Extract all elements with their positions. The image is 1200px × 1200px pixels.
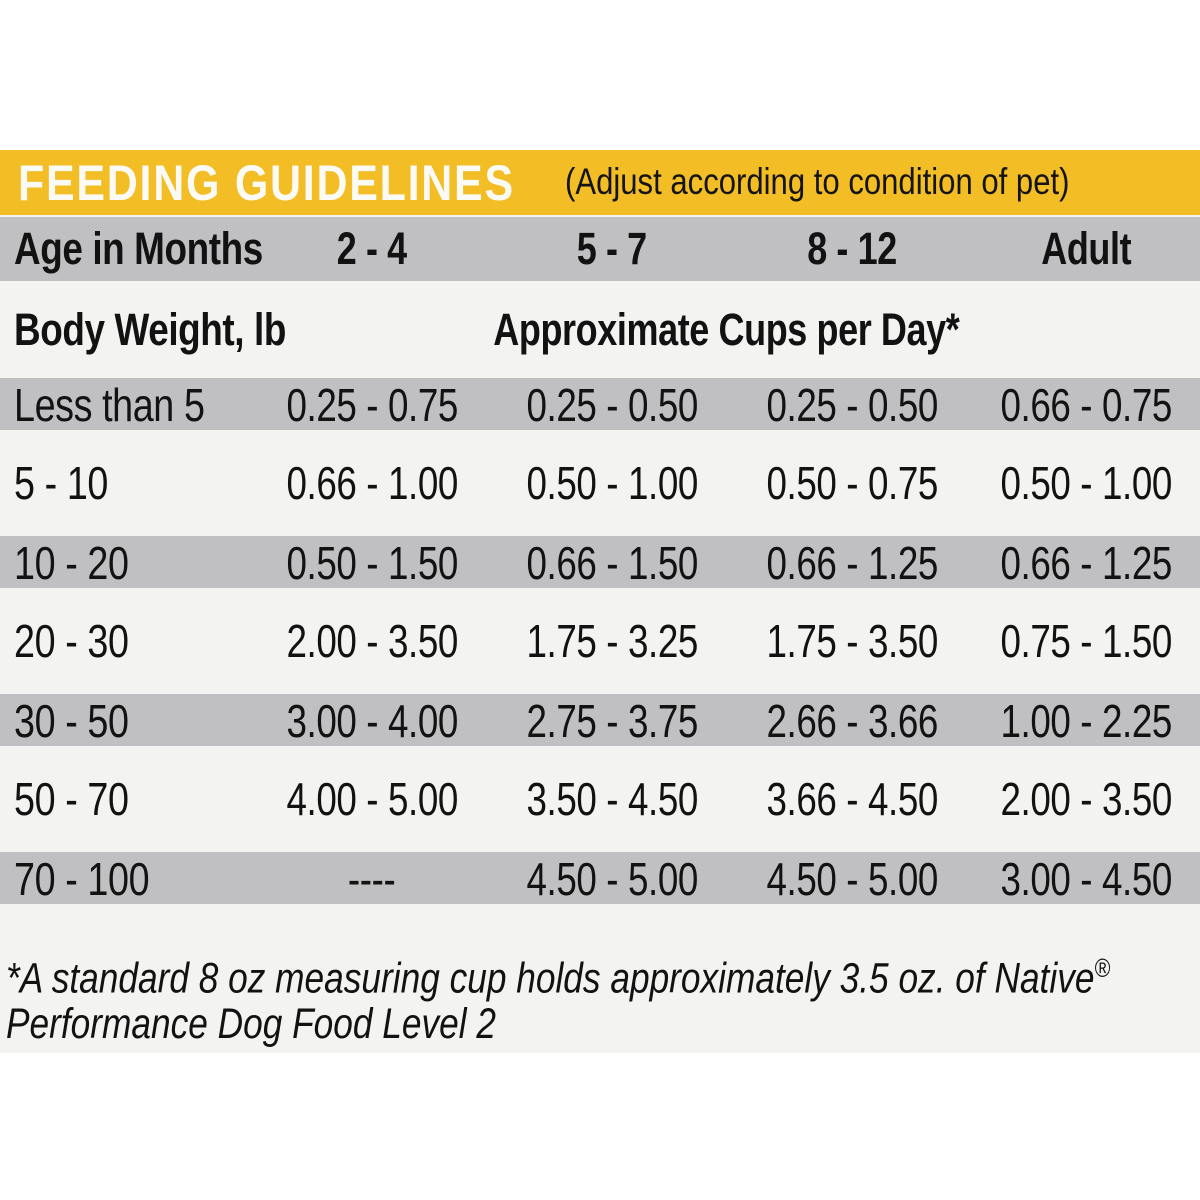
cups-value: ---- — [348, 853, 396, 905]
table-row — [0, 694, 1200, 746]
subheader-row — [0, 281, 1200, 378]
age-header-label: Age in Months — [14, 223, 263, 274]
footnote-line2: Performance Dog Food Level 2 — [6, 1000, 497, 1048]
cups-value: 0.66 - 0.75 — [1000, 379, 1172, 431]
age-col-header-5-7: 5 - 7 — [576, 223, 648, 274]
weight-range: 70 - 100 — [14, 853, 150, 905]
cups-value: 3.00 - 4.00 — [286, 695, 458, 747]
footnote-line1: *A standard 8 oz measuring cup holds approximately 3.5 oz. of Native® — [6, 953, 1111, 1003]
cups-value: 1.75 - 3.50 — [766, 615, 938, 667]
weight-range: 30 - 50 — [14, 695, 129, 747]
cups-value: 3.00 - 4.50 — [1000, 853, 1172, 905]
weight-range: 5 - 10 — [14, 457, 109, 509]
cups-value: 4.50 - 5.00 — [526, 853, 698, 905]
weight-range: 10 - 20 — [14, 537, 129, 589]
cups-value: 0.66 - 1.50 — [526, 537, 698, 589]
table-row — [0, 536, 1200, 588]
age-col-header-2-4: 2 - 4 — [336, 223, 408, 274]
cups-value: 0.66 - 1.00 — [286, 457, 458, 509]
cups-value: 0.25 - 0.75 — [286, 379, 458, 431]
body-weight-label: Body Weight, lb — [14, 303, 286, 355]
cups-value: 4.50 - 5.00 — [766, 853, 938, 905]
table-row — [0, 852, 1200, 904]
table-row — [0, 430, 1200, 536]
cups-value: 1.75 - 3.25 — [526, 615, 698, 667]
cups-value: 3.66 - 4.50 — [766, 773, 938, 825]
cups-per-day-label: Approximate Cups per Day* — [492, 303, 960, 355]
cups-value: 0.50 - 0.75 — [766, 457, 938, 509]
cups-value: 0.66 - 1.25 — [766, 537, 938, 589]
feeding-guidelines-panel — [0, 150, 1200, 1053]
table-row — [0, 378, 1200, 430]
cups-value: 0.50 - 1.00 — [526, 457, 698, 509]
cups-value: 0.25 - 0.50 — [526, 379, 698, 431]
cups-value: 3.50 - 4.50 — [526, 773, 698, 825]
cups-value: 0.50 - 1.00 — [1000, 457, 1172, 509]
table-row — [0, 588, 1200, 694]
cups-value: 2.75 - 3.75 — [526, 695, 698, 747]
cups-value: 2.00 - 3.50 — [286, 615, 458, 667]
cups-value: 0.25 - 0.50 — [766, 379, 938, 431]
cups-value: 1.00 - 2.25 — [1000, 695, 1172, 747]
registered-trademark-symbol: ® — [1094, 953, 1111, 983]
cups-value: 2.66 - 3.66 — [766, 695, 938, 747]
cups-value: 4.00 - 5.00 — [286, 773, 458, 825]
age-header-row — [0, 217, 1200, 281]
age-col-header-8-12: 8 - 12 — [807, 223, 897, 274]
weight-range: 20 - 30 — [14, 615, 129, 667]
panel-subtitle: (Adjust according to condition of pet) — [565, 160, 1070, 202]
age-col-header-adult: Adult — [1041, 223, 1131, 274]
cups-value: 0.50 - 1.50 — [286, 537, 458, 589]
weight-range: Less than 5 — [14, 379, 205, 431]
weight-range: 50 - 70 — [14, 773, 129, 825]
panel-title: FEEDING GUIDELINES — [18, 154, 515, 211]
footnote — [0, 904, 1200, 1052]
body-weight-label-cell — [0, 303, 286, 356]
cups-value: 0.66 - 1.25 — [1000, 537, 1172, 589]
title-bar — [0, 150, 1200, 215]
age-header-label-cell — [0, 223, 263, 275]
cups-value: 0.75 - 1.50 — [1000, 615, 1172, 667]
cups-per-day-label-cell — [252, 304, 1200, 356]
table-row — [0, 746, 1200, 852]
cups-value: 2.00 - 3.50 — [1000, 773, 1172, 825]
